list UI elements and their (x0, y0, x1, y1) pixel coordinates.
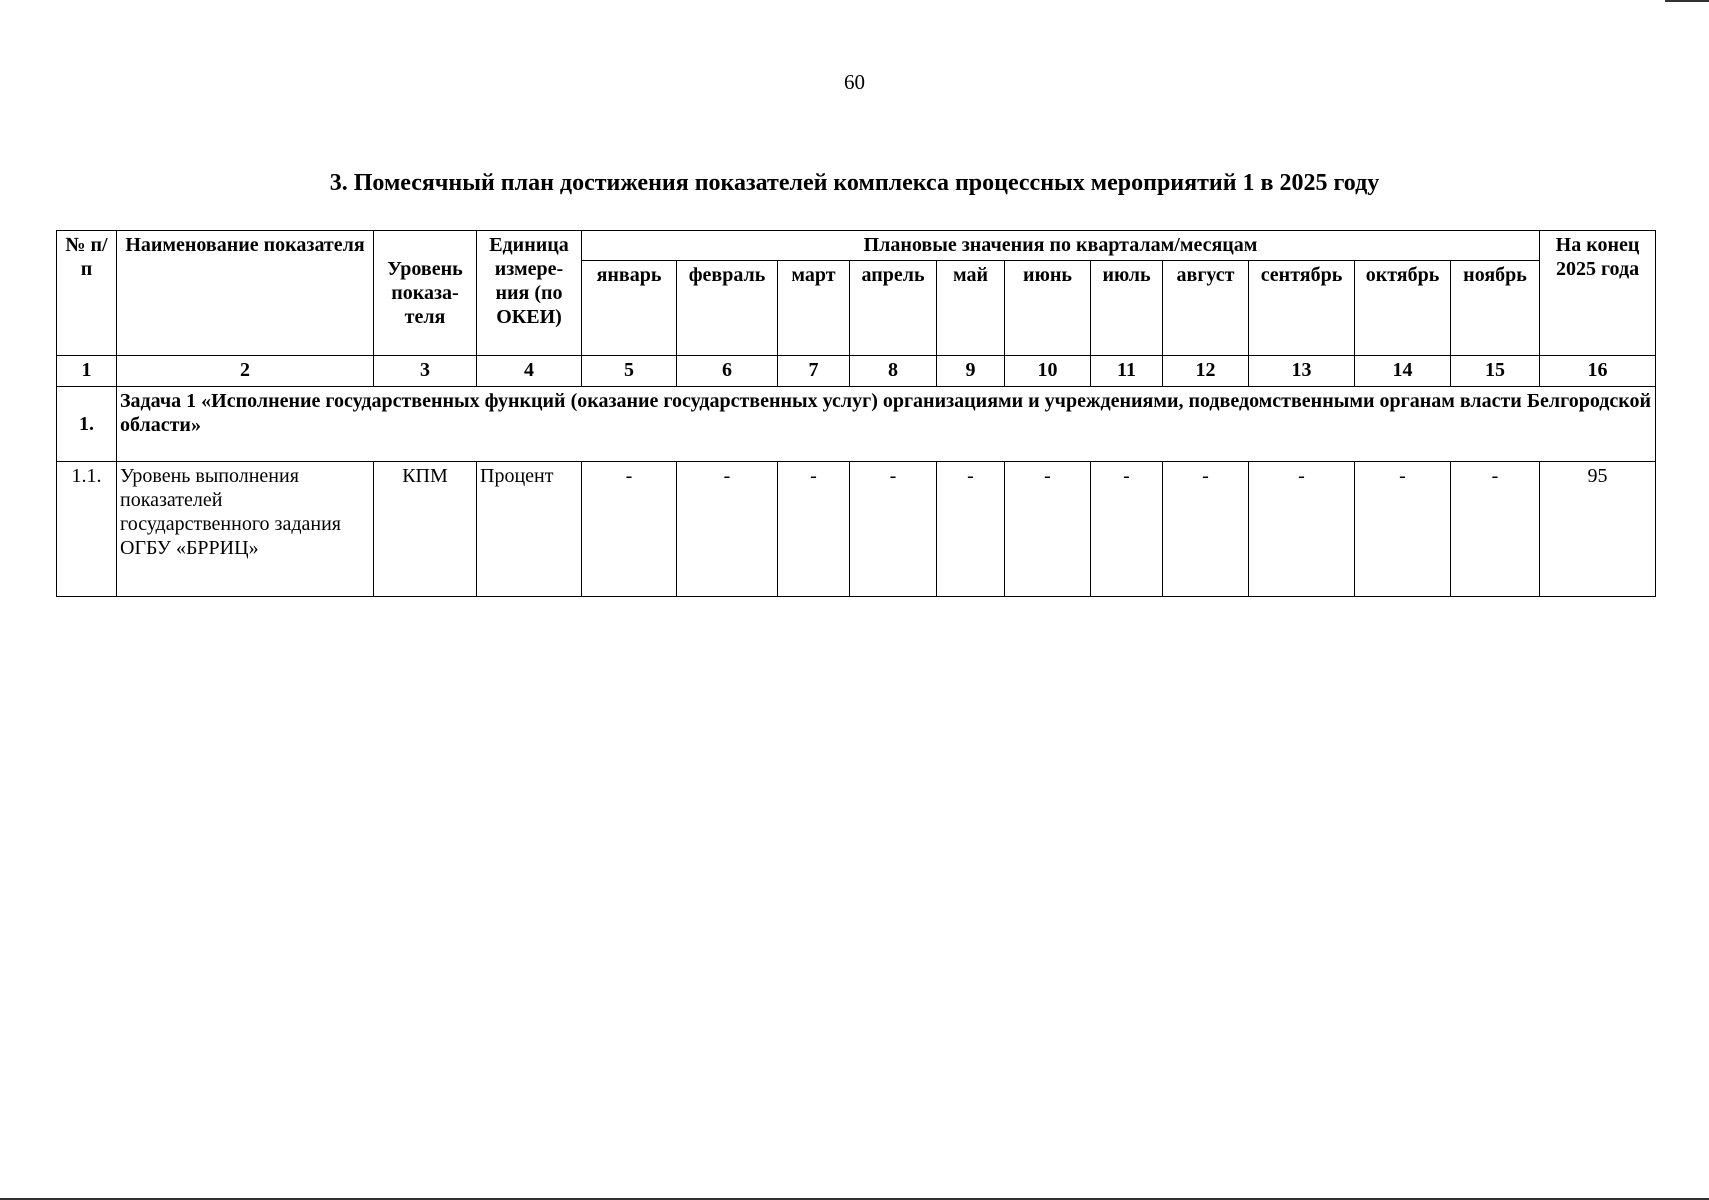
header-plan-group: Плановые значения по кварталам/месяцам (582, 231, 1540, 261)
header-num: № п/п (57, 231, 117, 356)
header-unit: Единица измере-ния (по ОКЕИ) (477, 231, 582, 356)
column-number: 14 (1355, 356, 1451, 387)
column-number: 10 (1005, 356, 1091, 387)
header-month: май (937, 261, 1005, 356)
column-number: 16 (1540, 356, 1656, 387)
column-numbers-row (57, 356, 1656, 387)
header-end-of-year: На конец 2025 года (1540, 231, 1656, 356)
task-number: 1. (57, 387, 117, 462)
page-number: 60 (844, 70, 865, 94)
column-number: 5 (582, 356, 677, 387)
column-number: 11 (1091, 356, 1163, 387)
column-number: 4 (477, 356, 582, 387)
column-number: 9 (937, 356, 1005, 387)
month-value: - (582, 462, 677, 597)
task-description: Задача 1 «Исполнение государственных функций (оказание государственных услуг) организациями и учреждениями, подведомственными органам власти Белгородской области» (117, 387, 1656, 462)
column-number: 7 (778, 356, 850, 387)
month-value: - (1091, 462, 1163, 597)
month-value: - (1249, 462, 1355, 597)
month-value: - (1005, 462, 1091, 597)
header-month: апрель (850, 261, 937, 356)
header-month: июль (1091, 261, 1163, 356)
header-month: август (1163, 261, 1249, 356)
column-number: 3 (374, 356, 477, 387)
column-number: 1 (57, 356, 117, 387)
column-number: 8 (850, 356, 937, 387)
month-value: - (850, 462, 937, 597)
document-title: 3. Помесячный план достижения показателей комплекса процессных мероприятий 1 в 2025 году (329, 170, 1380, 196)
header-month: ноябрь (1451, 261, 1540, 356)
month-value: - (1355, 462, 1451, 597)
header-row-top (57, 231, 1656, 261)
header-month: февраль (677, 261, 778, 356)
plan-table (56, 230, 1656, 597)
row-number: 1.1. (57, 462, 117, 597)
top-edge-rule (1665, 0, 1709, 2)
header-level: Уровень показа-теля (374, 231, 477, 356)
end-of-year-value: 95 (1540, 462, 1656, 597)
table-row (57, 462, 1656, 597)
header-month: март (778, 261, 850, 356)
column-number: 15 (1451, 356, 1540, 387)
month-value: - (1451, 462, 1540, 597)
column-number: 12 (1163, 356, 1249, 387)
month-value: - (1163, 462, 1249, 597)
indicator-name: Уровень выполнения показателей государственного задания ОГБУ «БРРИЦ» (117, 462, 374, 597)
header-month: сентябрь (1249, 261, 1355, 356)
indicator-level: КПМ (374, 462, 477, 597)
month-value: - (937, 462, 1005, 597)
task-row (57, 387, 1656, 462)
column-number: 13 (1249, 356, 1355, 387)
month-value: - (677, 462, 778, 597)
indicator-unit: Процент (477, 462, 582, 597)
header-month: июнь (1005, 261, 1091, 356)
header-month: январь (582, 261, 677, 356)
header-name: Наименование показателя (117, 231, 374, 356)
header-month: октябрь (1355, 261, 1451, 356)
month-value: - (778, 462, 850, 597)
column-number: 2 (117, 356, 374, 387)
column-number: 6 (677, 356, 778, 387)
